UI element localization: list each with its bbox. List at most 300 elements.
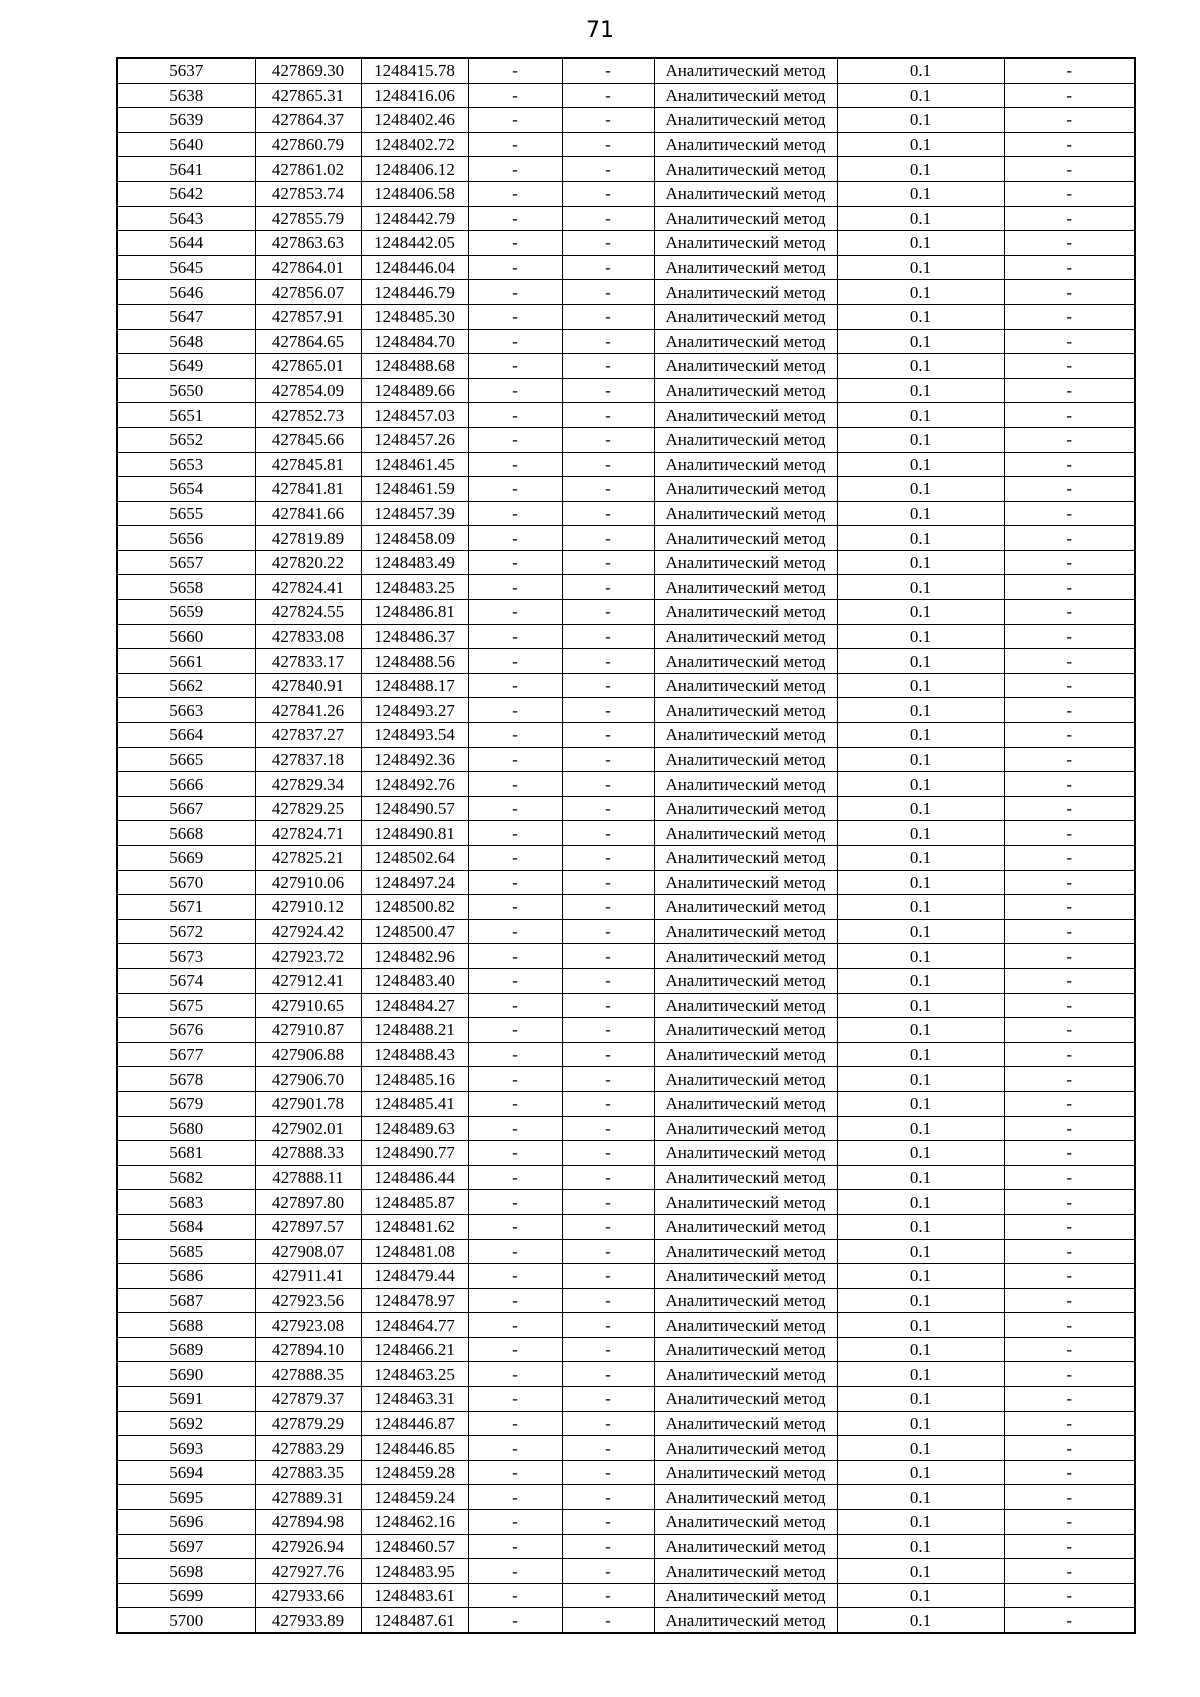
col-4-cell: -	[468, 600, 562, 625]
y-coordinate-cell: 1248415.78	[361, 58, 468, 83]
col-4-cell: -	[468, 304, 562, 329]
col-4-cell: -	[468, 624, 562, 649]
accuracy-cell: 0.1	[837, 526, 1004, 551]
col-4-cell: -	[468, 329, 562, 354]
table-row	[117, 403, 1135, 428]
y-coordinate-cell: 1248484.70	[361, 329, 468, 354]
col-4-cell: -	[468, 1141, 562, 1166]
point-number-cell: 5697	[117, 1534, 255, 1559]
col-8-cell: -	[1004, 723, 1135, 748]
col-8-cell: -	[1004, 231, 1135, 256]
y-coordinate-cell: 1248402.46	[361, 108, 468, 133]
method-cell: Аналитический метод	[654, 378, 837, 403]
x-coordinate-cell: 427856.07	[255, 280, 361, 305]
point-number-cell: 5695	[117, 1485, 255, 1510]
method-cell: Аналитический метод	[654, 329, 837, 354]
y-coordinate-cell: 1248442.79	[361, 206, 468, 231]
table-row	[117, 1239, 1135, 1264]
accuracy-cell: 0.1	[837, 1239, 1004, 1264]
col-5-cell: -	[562, 206, 654, 231]
y-coordinate-cell: 1248486.44	[361, 1165, 468, 1190]
accuracy-cell: 0.1	[837, 1485, 1004, 1510]
method-cell: Аналитический метод	[654, 1534, 837, 1559]
accuracy-cell: 0.1	[837, 1460, 1004, 1485]
col-4-cell: -	[468, 698, 562, 723]
method-cell: Аналитический метод	[654, 723, 837, 748]
col-8-cell: -	[1004, 280, 1135, 305]
table-row	[117, 477, 1135, 502]
y-coordinate-cell: 1248485.41	[361, 1091, 468, 1116]
col-5-cell: -	[562, 501, 654, 526]
table-row	[117, 1608, 1135, 1633]
accuracy-cell: 0.1	[837, 58, 1004, 83]
col-8-cell: -	[1004, 1239, 1135, 1264]
table-row	[117, 83, 1135, 108]
col-8-cell: -	[1004, 1460, 1135, 1485]
col-8-cell: -	[1004, 1190, 1135, 1215]
table-row	[117, 944, 1135, 969]
col-4-cell: -	[468, 673, 562, 698]
accuracy-cell: 0.1	[837, 796, 1004, 821]
col-5-cell: -	[562, 280, 654, 305]
point-number-cell: 5648	[117, 329, 255, 354]
point-number-cell: 5674	[117, 968, 255, 993]
col-5-cell: -	[562, 1313, 654, 1338]
x-coordinate-cell: 427923.08	[255, 1313, 361, 1338]
y-coordinate-cell: 1248459.28	[361, 1460, 468, 1485]
table-row	[117, 108, 1135, 133]
col-8-cell: -	[1004, 477, 1135, 502]
y-coordinate-cell: 1248406.58	[361, 181, 468, 206]
col-5-cell: -	[562, 575, 654, 600]
col-4-cell: -	[468, 157, 562, 182]
y-coordinate-cell: 1248488.21	[361, 1018, 468, 1043]
y-coordinate-cell: 1248486.81	[361, 600, 468, 625]
method-cell: Аналитический метод	[654, 1018, 837, 1043]
y-coordinate-cell: 1248487.61	[361, 1608, 468, 1633]
table-row	[117, 624, 1135, 649]
method-cell: Аналитический метод	[654, 1288, 837, 1313]
col-4-cell: -	[468, 649, 562, 674]
method-cell: Аналитический метод	[654, 698, 837, 723]
x-coordinate-cell: 427841.81	[255, 477, 361, 502]
col-5-cell: -	[562, 1485, 654, 1510]
point-number-cell: 5647	[117, 304, 255, 329]
col-4-cell: -	[468, 1042, 562, 1067]
y-coordinate-cell: 1248483.95	[361, 1559, 468, 1584]
accuracy-cell: 0.1	[837, 624, 1004, 649]
col-8-cell: -	[1004, 1337, 1135, 1362]
y-coordinate-cell: 1248488.17	[361, 673, 468, 698]
accuracy-cell: 0.1	[837, 1165, 1004, 1190]
method-cell: Аналитический метод	[654, 1165, 837, 1190]
x-coordinate-cell: 427911.41	[255, 1264, 361, 1289]
method-cell: Аналитический метод	[654, 944, 837, 969]
table-row	[117, 501, 1135, 526]
col-4-cell: -	[468, 1239, 562, 1264]
table-row	[117, 132, 1135, 157]
x-coordinate-cell: 427888.33	[255, 1141, 361, 1166]
y-coordinate-cell: 1248488.56	[361, 649, 468, 674]
method-cell: Аналитический метод	[654, 919, 837, 944]
col-5-cell: -	[562, 1141, 654, 1166]
method-cell: Аналитический метод	[654, 1264, 837, 1289]
col-5-cell: -	[562, 747, 654, 772]
x-coordinate-cell: 427833.08	[255, 624, 361, 649]
point-number-cell: 5691	[117, 1387, 255, 1412]
x-coordinate-cell: 427865.31	[255, 83, 361, 108]
x-coordinate-cell: 427864.01	[255, 255, 361, 280]
col-4-cell: -	[468, 1460, 562, 1485]
col-5-cell: -	[562, 895, 654, 920]
accuracy-cell: 0.1	[837, 1411, 1004, 1436]
point-number-cell: 5685	[117, 1239, 255, 1264]
point-number-cell: 5693	[117, 1436, 255, 1461]
x-coordinate-cell: 427824.71	[255, 821, 361, 846]
col-4-cell: -	[468, 206, 562, 231]
col-8-cell: -	[1004, 157, 1135, 182]
y-coordinate-cell: 1248460.57	[361, 1534, 468, 1559]
col-8-cell: -	[1004, 206, 1135, 231]
col-8-cell: -	[1004, 649, 1135, 674]
y-coordinate-cell: 1248486.37	[361, 624, 468, 649]
x-coordinate-cell: 427923.72	[255, 944, 361, 969]
y-coordinate-cell: 1248446.79	[361, 280, 468, 305]
col-8-cell: -	[1004, 870, 1135, 895]
col-4-cell: -	[468, 1362, 562, 1387]
table-row	[117, 1067, 1135, 1092]
y-coordinate-cell: 1248463.25	[361, 1362, 468, 1387]
method-cell: Аналитический метод	[654, 58, 837, 83]
method-cell: Аналитический метод	[654, 1362, 837, 1387]
y-coordinate-cell: 1248483.25	[361, 575, 468, 600]
col-4-cell: -	[468, 1411, 562, 1436]
y-coordinate-cell: 1248446.04	[361, 255, 468, 280]
table-row	[117, 1583, 1135, 1608]
table-row	[117, 1485, 1135, 1510]
y-coordinate-cell: 1248461.59	[361, 477, 468, 502]
col-5-cell: -	[562, 1165, 654, 1190]
accuracy-cell: 0.1	[837, 477, 1004, 502]
x-coordinate-cell: 427837.18	[255, 747, 361, 772]
col-5-cell: -	[562, 304, 654, 329]
point-number-cell: 5680	[117, 1116, 255, 1141]
col-5-cell: -	[562, 1362, 654, 1387]
accuracy-cell: 0.1	[837, 1362, 1004, 1387]
y-coordinate-cell: 1248402.72	[361, 132, 468, 157]
y-coordinate-cell: 1248464.77	[361, 1313, 468, 1338]
point-number-cell: 5669	[117, 846, 255, 871]
col-4-cell: -	[468, 821, 562, 846]
method-cell: Аналитический метод	[654, 796, 837, 821]
accuracy-cell: 0.1	[837, 1214, 1004, 1239]
method-cell: Аналитический метод	[654, 550, 837, 575]
point-number-cell: 5678	[117, 1067, 255, 1092]
point-number-cell: 5696	[117, 1510, 255, 1535]
col-8-cell: -	[1004, 1411, 1135, 1436]
method-cell: Аналитический метод	[654, 427, 837, 452]
x-coordinate-cell: 427888.11	[255, 1165, 361, 1190]
col-8-cell: -	[1004, 132, 1135, 157]
col-8-cell: -	[1004, 1165, 1135, 1190]
point-number-cell: 5658	[117, 575, 255, 600]
col-5-cell: -	[562, 378, 654, 403]
col-4-cell: -	[468, 1165, 562, 1190]
col-5-cell: -	[562, 1583, 654, 1608]
method-cell: Аналитический метод	[654, 83, 837, 108]
col-8-cell: -	[1004, 1091, 1135, 1116]
x-coordinate-cell: 427845.81	[255, 452, 361, 477]
col-4-cell: -	[468, 550, 562, 575]
y-coordinate-cell: 1248492.76	[361, 772, 468, 797]
accuracy-cell: 0.1	[837, 132, 1004, 157]
x-coordinate-cell: 427906.88	[255, 1042, 361, 1067]
x-coordinate-cell: 427924.42	[255, 919, 361, 944]
accuracy-cell: 0.1	[837, 1608, 1004, 1633]
x-coordinate-cell: 427912.41	[255, 968, 361, 993]
accuracy-cell: 0.1	[837, 1510, 1004, 1535]
table-row	[117, 1116, 1135, 1141]
col-5-cell: -	[562, 772, 654, 797]
method-cell: Аналитический метод	[654, 354, 837, 379]
point-number-cell: 5681	[117, 1141, 255, 1166]
col-4-cell: -	[468, 1534, 562, 1559]
y-coordinate-cell: 1248457.39	[361, 501, 468, 526]
col-8-cell: -	[1004, 944, 1135, 969]
col-8-cell: -	[1004, 1116, 1135, 1141]
col-5-cell: -	[562, 181, 654, 206]
col-4-cell: -	[468, 255, 562, 280]
point-number-cell: 5667	[117, 796, 255, 821]
y-coordinate-cell: 1248488.43	[361, 1042, 468, 1067]
y-coordinate-cell: 1248485.16	[361, 1067, 468, 1092]
col-4-cell: -	[468, 1337, 562, 1362]
col-4-cell: -	[468, 1214, 562, 1239]
col-8-cell: -	[1004, 108, 1135, 133]
col-8-cell: -	[1004, 255, 1135, 280]
col-8-cell: -	[1004, 354, 1135, 379]
method-cell: Аналитический метод	[654, 1436, 837, 1461]
y-coordinate-cell: 1248483.40	[361, 968, 468, 993]
point-number-cell: 5665	[117, 747, 255, 772]
x-coordinate-cell: 427864.65	[255, 329, 361, 354]
method-cell: Аналитический метод	[654, 280, 837, 305]
x-coordinate-cell: 427897.80	[255, 1190, 361, 1215]
accuracy-cell: 0.1	[837, 895, 1004, 920]
y-coordinate-cell: 1248466.21	[361, 1337, 468, 1362]
col-5-cell: -	[562, 993, 654, 1018]
col-4-cell: -	[468, 83, 562, 108]
col-5-cell: -	[562, 1608, 654, 1633]
col-4-cell: -	[468, 108, 562, 133]
accuracy-cell: 0.1	[837, 1288, 1004, 1313]
x-coordinate-cell: 427869.30	[255, 58, 361, 83]
col-8-cell: -	[1004, 304, 1135, 329]
point-number-cell: 5686	[117, 1264, 255, 1289]
method-cell: Аналитический метод	[654, 624, 837, 649]
col-5-cell: -	[562, 403, 654, 428]
accuracy-cell: 0.1	[837, 280, 1004, 305]
col-4-cell: -	[468, 968, 562, 993]
x-coordinate-cell: 427841.26	[255, 698, 361, 723]
col-5-cell: -	[562, 1436, 654, 1461]
accuracy-cell: 0.1	[837, 427, 1004, 452]
x-coordinate-cell: 427883.29	[255, 1436, 361, 1461]
col-5-cell: -	[562, 132, 654, 157]
table-row	[117, 821, 1135, 846]
col-5-cell: -	[562, 83, 654, 108]
x-coordinate-cell: 427865.01	[255, 354, 361, 379]
method-cell: Аналитический метод	[654, 968, 837, 993]
point-number-cell: 5688	[117, 1313, 255, 1338]
col-5-cell: -	[562, 1116, 654, 1141]
accuracy-cell: 0.1	[837, 919, 1004, 944]
table-row	[117, 772, 1135, 797]
table-row	[117, 206, 1135, 231]
col-4-cell: -	[468, 1190, 562, 1215]
col-8-cell: -	[1004, 58, 1135, 83]
col-4-cell: -	[468, 501, 562, 526]
accuracy-cell: 0.1	[837, 870, 1004, 895]
x-coordinate-cell: 427910.06	[255, 870, 361, 895]
x-coordinate-cell: 427906.70	[255, 1067, 361, 1092]
accuracy-cell: 0.1	[837, 747, 1004, 772]
point-number-cell: 5642	[117, 181, 255, 206]
point-number-cell: 5698	[117, 1559, 255, 1584]
col-5-cell: -	[562, 1337, 654, 1362]
table-row	[117, 58, 1135, 83]
col-4-cell: -	[468, 132, 562, 157]
y-coordinate-cell: 1248478.97	[361, 1288, 468, 1313]
y-coordinate-cell: 1248492.36	[361, 747, 468, 772]
x-coordinate-cell: 427833.17	[255, 649, 361, 674]
accuracy-cell: 0.1	[837, 846, 1004, 871]
table-row	[117, 304, 1135, 329]
accuracy-cell: 0.1	[837, 1583, 1004, 1608]
y-coordinate-cell: 1248462.16	[361, 1510, 468, 1535]
table-row	[117, 575, 1135, 600]
y-coordinate-cell: 1248457.03	[361, 403, 468, 428]
method-cell: Аналитический метод	[654, 1116, 837, 1141]
col-4-cell: -	[468, 870, 562, 895]
x-coordinate-cell: 427825.21	[255, 846, 361, 871]
point-number-cell: 5639	[117, 108, 255, 133]
col-5-cell: -	[562, 1534, 654, 1559]
table-row	[117, 181, 1135, 206]
accuracy-cell: 0.1	[837, 206, 1004, 231]
table-row	[117, 255, 1135, 280]
point-number-cell: 5663	[117, 698, 255, 723]
method-cell: Аналитический метод	[654, 821, 837, 846]
col-4-cell: -	[468, 1485, 562, 1510]
col-4-cell: -	[468, 1018, 562, 1043]
method-cell: Аналитический метод	[654, 526, 837, 551]
point-number-cell: 5657	[117, 550, 255, 575]
point-number-cell: 5675	[117, 993, 255, 1018]
x-coordinate-cell: 427854.09	[255, 378, 361, 403]
point-number-cell: 5677	[117, 1042, 255, 1067]
col-5-cell: -	[562, 157, 654, 182]
method-cell: Аналитический метод	[654, 772, 837, 797]
method-cell: Аналитический метод	[654, 600, 837, 625]
method-cell: Аналитический метод	[654, 1091, 837, 1116]
point-number-cell: 5668	[117, 821, 255, 846]
col-5-cell: -	[562, 1042, 654, 1067]
y-coordinate-cell: 1248490.77	[361, 1141, 468, 1166]
table-row	[117, 796, 1135, 821]
method-cell: Аналитический метод	[654, 1608, 837, 1633]
col-8-cell: -	[1004, 624, 1135, 649]
table-row	[117, 846, 1135, 871]
y-coordinate-cell: 1248463.31	[361, 1387, 468, 1412]
col-4-cell: -	[468, 1608, 562, 1633]
y-coordinate-cell: 1248406.12	[361, 157, 468, 182]
accuracy-cell: 0.1	[837, 108, 1004, 133]
accuracy-cell: 0.1	[837, 968, 1004, 993]
method-cell: Аналитический метод	[654, 993, 837, 1018]
point-number-cell: 5690	[117, 1362, 255, 1387]
col-5-cell: -	[562, 1411, 654, 1436]
col-8-cell: -	[1004, 747, 1135, 772]
col-4-cell: -	[468, 1091, 562, 1116]
y-coordinate-cell: 1248500.82	[361, 895, 468, 920]
accuracy-cell: 0.1	[837, 452, 1004, 477]
method-cell: Аналитический метод	[654, 231, 837, 256]
col-5-cell: -	[562, 452, 654, 477]
accuracy-cell: 0.1	[837, 1264, 1004, 1289]
accuracy-cell: 0.1	[837, 1313, 1004, 1338]
method-cell: Аналитический метод	[654, 1214, 837, 1239]
table-row	[117, 723, 1135, 748]
table-row	[117, 231, 1135, 256]
method-cell: Аналитический метод	[654, 1067, 837, 1092]
col-4-cell: -	[468, 1116, 562, 1141]
table-row	[117, 1165, 1135, 1190]
col-8-cell: -	[1004, 1387, 1135, 1412]
point-number-cell: 5640	[117, 132, 255, 157]
point-number-cell: 5673	[117, 944, 255, 969]
accuracy-cell: 0.1	[837, 231, 1004, 256]
point-number-cell: 5699	[117, 1583, 255, 1608]
col-4-cell: -	[468, 403, 562, 428]
table-row	[117, 1534, 1135, 1559]
col-5-cell: -	[562, 1091, 654, 1116]
point-number-cell: 5662	[117, 673, 255, 698]
point-number-cell: 5649	[117, 354, 255, 379]
accuracy-cell: 0.1	[837, 1387, 1004, 1412]
x-coordinate-cell: 427829.34	[255, 772, 361, 797]
y-coordinate-cell: 1248481.62	[361, 1214, 468, 1239]
col-5-cell: -	[562, 1288, 654, 1313]
accuracy-cell: 0.1	[837, 772, 1004, 797]
y-coordinate-cell: 1248493.27	[361, 698, 468, 723]
y-coordinate-cell: 1248490.57	[361, 796, 468, 821]
point-number-cell: 5672	[117, 919, 255, 944]
col-4-cell: -	[468, 58, 562, 83]
point-number-cell: 5655	[117, 501, 255, 526]
table-row	[117, 649, 1135, 674]
point-number-cell: 5687	[117, 1288, 255, 1313]
y-coordinate-cell: 1248502.64	[361, 846, 468, 871]
col-4-cell: -	[468, 354, 562, 379]
col-4-cell: -	[468, 919, 562, 944]
col-5-cell: -	[562, 1387, 654, 1412]
x-coordinate-cell: 427894.98	[255, 1510, 361, 1535]
col-5-cell: -	[562, 649, 654, 674]
table-row	[117, 698, 1135, 723]
y-coordinate-cell: 1248446.87	[361, 1411, 468, 1436]
method-cell: Аналитический метод	[654, 1583, 837, 1608]
